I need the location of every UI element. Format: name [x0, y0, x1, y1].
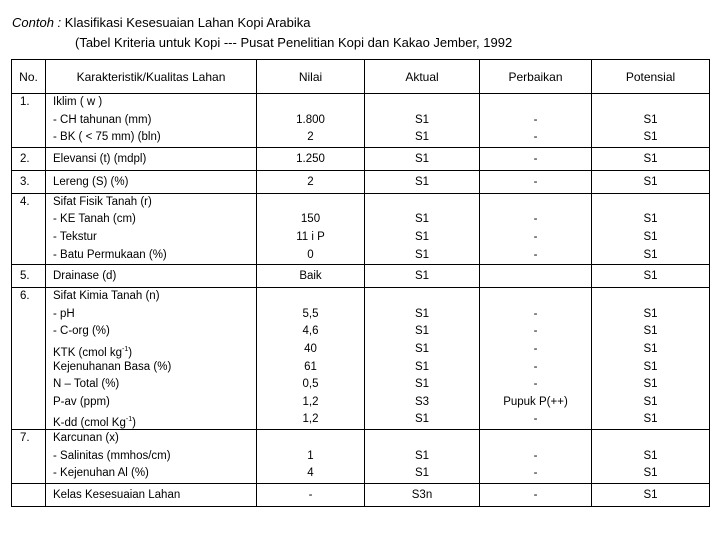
- value-text: 0,5: [302, 378, 319, 391]
- value-text: 4: [307, 467, 314, 480]
- row-number-text: 3.: [20, 175, 30, 188]
- potential-cell: [592, 288, 710, 430]
- actual-cell: [365, 170, 480, 193]
- value-text: 1,2: [302, 413, 319, 426]
- actual-cell: [365, 483, 480, 506]
- actual-cell: [365, 288, 480, 430]
- characteristic-item: Lereng (S) (%): [53, 175, 129, 188]
- potential-text: S1: [643, 213, 658, 226]
- header-value: Nilai: [257, 60, 365, 94]
- potential-text: S1: [643, 395, 658, 408]
- characteristic-item: - Salinitas (mmhos/cm): [53, 449, 171, 462]
- improvement-text: -: [533, 467, 538, 480]
- characteristic-cell: [46, 288, 257, 430]
- value-cell: [257, 265, 365, 288]
- improvement-text: [480, 265, 591, 287]
- land-suitability-table: [11, 59, 710, 507]
- actual-text: S1: [414, 360, 430, 373]
- characteristic-cell: [46, 170, 257, 193]
- characteristic-item: Elevansi (t) (mdpl): [53, 152, 147, 165]
- potential-text: S1: [643, 113, 658, 126]
- characteristic-heading: Sifat Kimia Tanah (n): [53, 290, 160, 303]
- characteristic-item: K-dd (cmol $Kg^{-1}$): [53, 416, 136, 430]
- value-cell: [257, 483, 365, 506]
- value-cell: [257, 288, 365, 430]
- characteristic-item: P-av (ppm): [53, 395, 110, 408]
- characteristic-heading: Iklim ( w ): [53, 96, 103, 108]
- unit-superscript: -1: [122, 345, 129, 353]
- actual-text: S1: [414, 113, 430, 126]
- potential-text: S1: [643, 175, 658, 188]
- actual-text: S1: [414, 378, 430, 391]
- row-number-text: 6.: [20, 290, 30, 303]
- document-title: [12, 14, 311, 32]
- potential-text: S1: [643, 248, 658, 261]
- row-number: [12, 193, 46, 264]
- actual-cell: [365, 147, 480, 170]
- actual-text: S3: [414, 395, 430, 408]
- actual-text: S1: [414, 213, 430, 226]
- improvement-text: -: [533, 307, 538, 320]
- header-characteristic: Karakteristik/Kualitas Lahan: [46, 60, 257, 94]
- row-number: [12, 94, 46, 148]
- title-lead: Contoh :: [12, 15, 62, 30]
- improvement-cell: [480, 94, 592, 148]
- table-row: [12, 483, 710, 506]
- potential-cell: [592, 193, 710, 264]
- actual-text: S1: [414, 175, 430, 188]
- value-text: 40: [304, 342, 317, 355]
- header-potential: Potensial: [592, 60, 710, 94]
- row-number: [12, 483, 46, 506]
- actual-cell: [365, 265, 480, 288]
- improvement-cell: [480, 170, 592, 193]
- actual-text: S3n: [411, 488, 433, 501]
- actual-cell: [365, 429, 480, 483]
- potential-text: S1: [643, 270, 658, 283]
- characteristic-item: - pH: [53, 307, 75, 320]
- value-text: 61: [304, 360, 317, 373]
- row-number: [12, 288, 46, 430]
- improvement-text: -: [533, 325, 538, 338]
- improvement-text: -: [533, 113, 538, 126]
- table-body: [12, 94, 710, 507]
- potential-text: S1: [643, 378, 658, 391]
- actual-text: S1: [414, 152, 430, 165]
- improvement-text: -: [533, 230, 538, 243]
- value-text: 4,6: [302, 325, 319, 338]
- improvement-text: -: [533, 213, 538, 226]
- characteristic-item: - CH tahunan (mm): [53, 113, 152, 126]
- characteristic-cell: [46, 429, 257, 483]
- potential-text: S1: [643, 449, 658, 462]
- potential-cell: [592, 265, 710, 288]
- characteristic-item: - KE Tanah (cm): [53, 213, 136, 226]
- improvement-text: -: [533, 175, 538, 188]
- value-cell: [257, 429, 365, 483]
- header-improvement: Perbaikan: [480, 60, 592, 94]
- potential-text: S1: [643, 488, 658, 501]
- actual-text: S1: [414, 467, 430, 480]
- characteristic-item: - C-org (%): [53, 325, 110, 338]
- title-text: Klasifikasi Kesesuaian Lahan Kopi Arabika: [64, 15, 311, 30]
- characteristic-cell: [46, 483, 257, 506]
- row-number: [12, 265, 46, 288]
- actual-text: S1: [414, 307, 430, 320]
- characteristic-item: - Tekstur: [53, 230, 97, 243]
- potential-cell: [592, 170, 710, 193]
- value-cell: [257, 193, 365, 264]
- actual-text: S1: [414, 248, 430, 261]
- table-row: [12, 193, 710, 264]
- potential-text: S1: [643, 152, 658, 165]
- improvement-cell: [480, 483, 592, 506]
- characteristic-heading: Karcunan (x): [53, 431, 119, 444]
- characteristic-item: Kelas Kesesuaian Lahan: [53, 488, 181, 501]
- improvement-cell: [480, 147, 592, 170]
- characteristic-item: KTK (cmol $kg^{-1}$): [53, 345, 133, 359]
- header-actual: Aktual: [365, 60, 480, 94]
- characteristic-cell: [46, 265, 257, 288]
- characteristic-item: - Kejenuhan Al (%): [53, 467, 149, 480]
- improvement-cell: [480, 429, 592, 483]
- improvement-cell: [480, 265, 592, 288]
- value-text: 2: [307, 131, 314, 144]
- table-row: [12, 265, 710, 288]
- potential-text: S1: [643, 230, 658, 243]
- row-number-text: 7.: [20, 431, 30, 444]
- potential-text: S1: [643, 307, 658, 320]
- actual-text: S1: [414, 413, 430, 426]
- improvement-text: -: [533, 360, 538, 373]
- actual-cell: [365, 193, 480, 264]
- row-number-text: [20, 484, 45, 506]
- characteristic-item: - Batu Permukaan (%): [53, 248, 167, 261]
- potential-text: S1: [643, 360, 658, 373]
- value-text: 1: [307, 449, 314, 462]
- potential-text: S1: [643, 131, 658, 144]
- actual-text: S1: [414, 325, 430, 338]
- potential-cell: [592, 429, 710, 483]
- value-text: 0: [307, 248, 314, 261]
- improvement-text: -: [533, 449, 538, 462]
- value-text: 11 i P: [296, 230, 325, 243]
- table-row: [12, 170, 710, 193]
- actual-text: S1: [414, 270, 430, 283]
- characteristic-heading: Sifat Fisik Tanah (r): [53, 195, 152, 208]
- improvement-cell: [480, 193, 592, 264]
- actual-text: S1: [414, 342, 430, 355]
- potential-cell: [592, 483, 710, 506]
- characteristic-item: Kejenuhanan Basa (%): [53, 360, 172, 373]
- row-number: [12, 429, 46, 483]
- potential-text: S1: [643, 413, 658, 426]
- value-text: 1.800: [296, 113, 325, 126]
- characteristic-item: N – Total (%): [53, 378, 120, 391]
- characteristic-cell: [46, 94, 257, 148]
- row-number-text: 5.: [20, 270, 30, 283]
- improvement-text: -: [533, 488, 538, 501]
- value-cell: [257, 147, 365, 170]
- potential-text: S1: [643, 325, 658, 338]
- characteristic-item: - BK ( < 75 mm) (bln): [53, 131, 161, 144]
- improvement-cell: [480, 288, 592, 430]
- actual-text: S1: [414, 131, 430, 144]
- improvement-text: -: [533, 342, 538, 355]
- value-text: 5,5: [302, 307, 319, 320]
- characteristic-cell: [46, 193, 257, 264]
- table-header-row: [12, 60, 710, 94]
- potential-text: S1: [643, 467, 658, 480]
- row-number: [12, 170, 46, 193]
- potential-cell: [592, 94, 710, 148]
- value-text: 150: [300, 213, 321, 226]
- actual-cell: [365, 94, 480, 148]
- actual-text: S1: [414, 230, 430, 243]
- row-number: [12, 147, 46, 170]
- table-row: [12, 288, 710, 430]
- improvement-text: -: [533, 131, 538, 144]
- unit-superscript: -1: [125, 416, 133, 424]
- value-cell: [257, 94, 365, 148]
- table-row: [12, 429, 710, 483]
- improvement-text: Pupuk P(++): [503, 395, 568, 408]
- value-text: -: [308, 488, 313, 501]
- row-number-text: 1.: [20, 96, 30, 108]
- potential-cell: [592, 147, 710, 170]
- improvement-text: -: [533, 378, 538, 391]
- table-row: [12, 94, 710, 148]
- header-no: No.: [12, 60, 46, 94]
- value-cell: [257, 170, 365, 193]
- document-subtitle: (Tabel Kriteria untuk Kopi --- Pusat Penelitian Kopi dan Kakao Jember, 1992: [75, 35, 513, 50]
- table-row: [12, 147, 710, 170]
- improvement-text: -: [533, 248, 538, 261]
- value-text: Baik: [299, 270, 322, 283]
- potential-text: S1: [643, 342, 658, 355]
- characteristic-cell: [46, 147, 257, 170]
- row-number-text: 2.: [20, 152, 30, 165]
- characteristic-item: Drainase (d): [53, 270, 117, 283]
- row-number-text: 4.: [20, 195, 30, 208]
- improvement-text: -: [533, 413, 538, 426]
- value-text: 1,2: [302, 395, 319, 408]
- improvement-text: -: [533, 152, 538, 165]
- value-text: 2: [307, 175, 314, 188]
- value-text: 1.250: [296, 152, 325, 165]
- actual-text: S1: [414, 449, 430, 462]
